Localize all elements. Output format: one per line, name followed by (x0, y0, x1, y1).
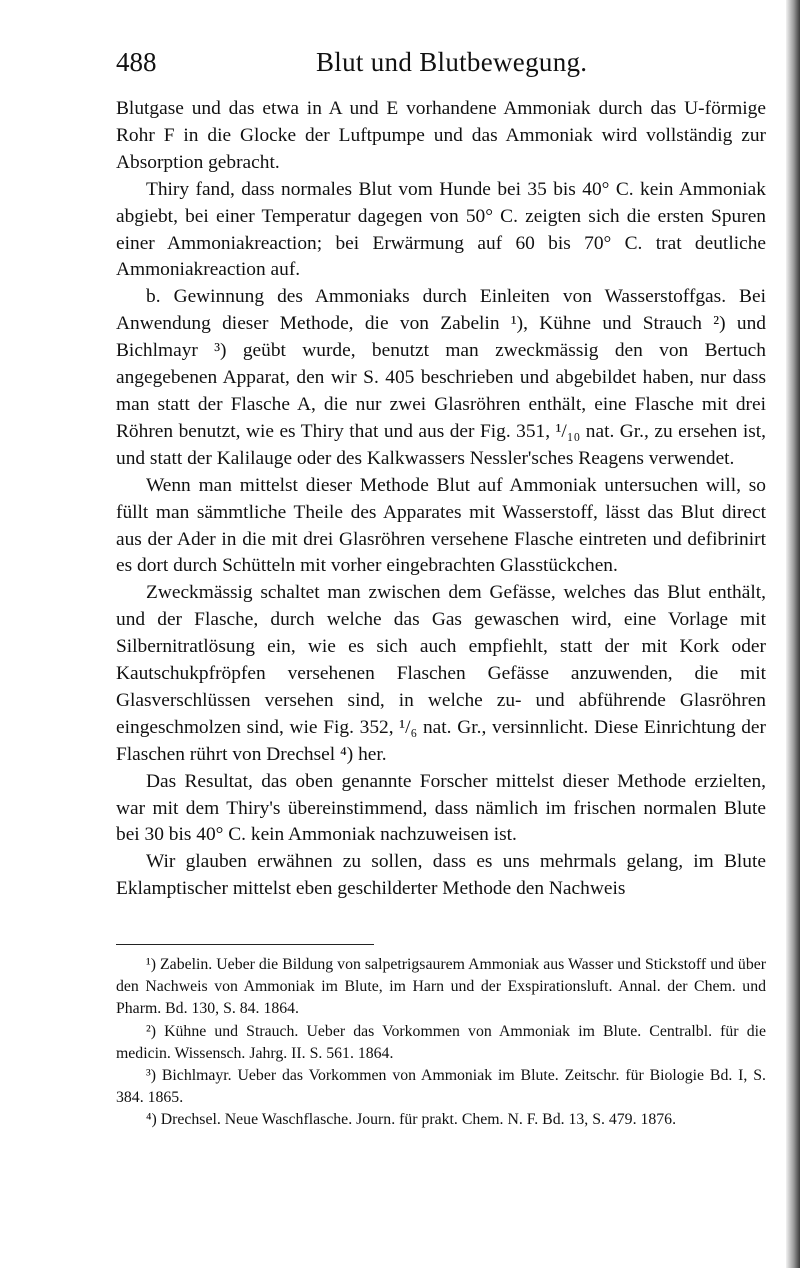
scan-edge-shadow (786, 0, 800, 1268)
paragraph: Zweckmässig schaltet man zwischen dem Gefässe, welches das Blut enthält, und der Flasche, durch welche das Gas gewaschen wird, eine Vorlage mit Silbernitratlösung ein, wie es sich auch empfiehlt, statt der mit Kork oder Kautschukpfröpfen versehenen Flaschen Gefässe anzuwenden, die mit Glasverschlüssen versehen sind, in welche zu- und abführende Glasröhren eingeschmolzen sind, wie Fig. 352, ¹/₆ nat. Gr., versinnlicht. Diese Einrichtung der Flaschen rührt von Drechsel ⁴) her. (116, 582, 766, 765)
paragraph: Thiry fand, dass normales Blut vom Hunde bei 35 bis 40° C. kein Ammoniak abgiebt, bei einer Temperatur dagegen von 50° C. zeigten sich die ersten Spuren einer Ammoniakreaction; bei Erwärmung auf 60 bis 70° C. trat deutliche Ammoniakreaction auf. (116, 178, 766, 281)
paragraph: Blutgase und das etwa in A und E vorhandene Ammoniak durch das U-förmige Rohr F in die Glocke der Luftpumpe und das Ammoniak wird vollständig zur Absorption gebracht. (116, 98, 766, 173)
footnote-rule (116, 944, 374, 945)
footnote: ²) Kühne und Strauch. Ueber das Vorkommen von Ammoniak im Blute. Centralbl. für die medicin. Wissensch. Jahrg. II. S. 561. 1864. (116, 1022, 766, 1062)
paragraph: Das Resultat, das oben genannte Forscher mittelst dieser Methode erzielten, war mit dem Thiry's übereinstimmend, dass nämlich im frischen normalen Blute bei 30 bis 40° C. kein Ammoniak nachzuweisen ist. (116, 770, 766, 846)
page-number: 488 (116, 47, 157, 77)
running-title: Blut und Blutbewegung. (316, 47, 588, 77)
paragraph: Wir glauben erwähnen zu sollen, dass es uns mehrmals gelang, im Blute Eklamptischer mittelst eben geschilderter Methode den Nachweis (116, 851, 766, 900)
footnote: ¹) Zabelin. Ueber die Bildung von salpetrigsaurem Ammoniak aus Wasser und Stickstoff und über den Nachweis von Ammoniak im Blute, im Harn und der Exspirationsluft. Annal. der Chem. und Pharm. Bd. 130, S. 84. 1864. (116, 956, 766, 1018)
footnote: ⁴) Drechsel. Neue Waschflasche. Journ. für prakt. Chem. N. F. Bd. 13, S. 479. 1876. (146, 1111, 677, 1129)
footnote: ³) Bichlmayr. Ueber das Vorkommen von Ammoniak im Blute. Zeitschr. für Biologie Bd. I, S. 384. 1865. (116, 1067, 766, 1107)
paragraph: b. Gewinnung des Ammoniaks durch Einleiten von Wasserstoffgas. Bei Anwendung dieser Methode, die von Zabelin ¹), Kühne und Strauch ²) und Bichlmayr ³) geübt wurde, benutzt man zweckmässig den von Bertuch angegebenen Apparat, den wir S. 405 beschrieben und abgebildet haben, nur dass man statt der Flasche A, die nur zwei Glasröhren enthält, eine Flasche mit drei Röhren benutzt, wie es Thiry that und aus der Fig. 351, ¹/₁₀ nat. Gr., zu ersehen ist, und statt der Kalilauge oder des Kalkwassers Nessler'sches Reagens verwendet. (116, 286, 766, 469)
footnotes (116, 954, 766, 1132)
paragraph: Wenn man mittelst dieser Methode Blut auf Ammoniak untersuchen will, so füllt man sämmtliche Theile des Apparates mit Wasserstoff, lässt das Blut direct aus der Ader in die mit drei Glasröhren versehene Flasche eintreten und defibrinirt es dort durch Schütteln mit vorher eingebrachten Glasstückchen. (116, 474, 766, 577)
page-header (116, 44, 766, 84)
main-text (116, 96, 766, 903)
